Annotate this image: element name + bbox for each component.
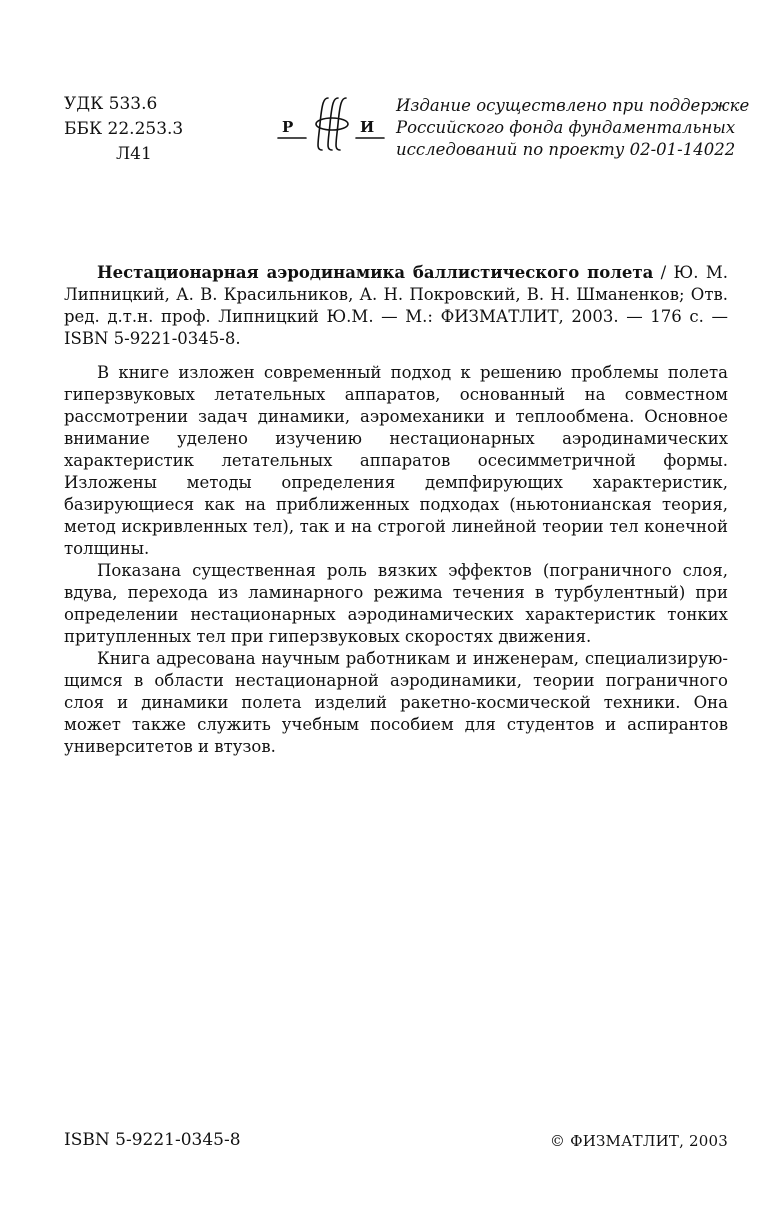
book-details: / Ю. М. Липницкий, А. В. Красильников, А. Н. Покровский, В. Н. Шманенков; Отв. ред. д.т.н. проф. Липницкий Ю.М. — М.: ФИЗМАТЛИТ, 2003. — 176 с. — ISBN 5-9221-0345-8. (64, 263, 728, 348)
annotation-paragraph: Показана существенная роль вязких эффектов (пограничного слоя, вдува, перехода из ламинарного режима течения в турбулентный) при определении нестационарных аэродинамических характеристик тонких притупленных тел при гиперзвуковых скоростях движения. (64, 561, 728, 646)
annotation-paragraph: В книге изложен современный подход к решению проблемы полета гиперзвуковых летательных аппаратов, основанный на совместном рассмотрении задач динамики, аэромеханики и теплообмена. Основное внимание уделено изучению нестационарных аэродинамических характеристик летательных аппаратов осесимметричной формы. Изложены методы определения демпфирующих характеристик, базирующиеся как на приближенных подходах (ньютонианская теория, метод искривленных тел), так и на строгой линейной теории тел конечной толщины. (64, 363, 728, 558)
svg-text:Р: Р (282, 118, 294, 136)
book-title: Нестационарная аэродинамика баллистического полета (97, 263, 654, 282)
svg-text:И: И (360, 118, 375, 136)
support-line: Издание осуществлено при поддержке (396, 96, 750, 115)
rffi-logo (276, 94, 386, 156)
bibliographic-record (64, 262, 728, 350)
support-line: Российского фонда фундаментальных (396, 118, 736, 137)
udk-code: УДК 533.6 (64, 94, 158, 114)
support-line: исследований по проекту 02-01-14022 (396, 140, 736, 159)
support-note (396, 95, 750, 161)
author-mark: Л41 (116, 144, 152, 164)
isbn: ISBN 5-9221-0345-8 (64, 1130, 241, 1150)
classification-codes (64, 92, 183, 167)
copyright: © ФИЗМАТЛИТ, 2003 (549, 1132, 728, 1150)
bbk-code: ББК 22.253.3 (64, 119, 184, 139)
annotation-paragraph: Книга адресована научным работникам и инженерам, специализирующимся в области нестационарной аэродинамики, теории пограничного слоя и динамики полета изделий ракетно-космической техники. Она может также служить учебным пособием для студентов и аспирантов университетов и втузов. (64, 649, 728, 756)
annotation (64, 362, 728, 758)
